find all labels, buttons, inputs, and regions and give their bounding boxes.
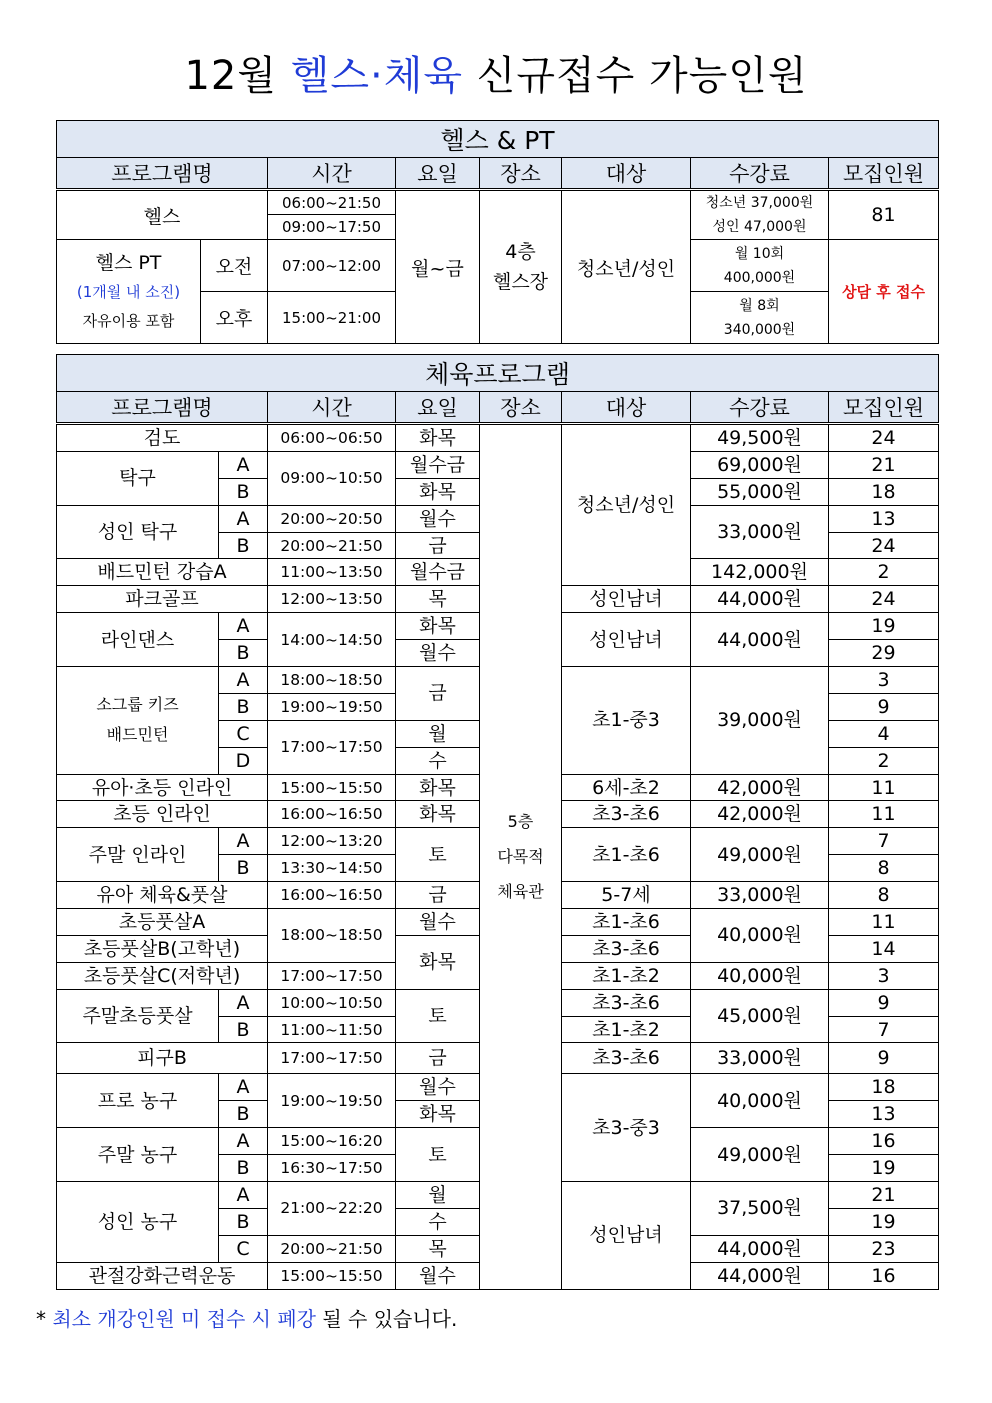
program-fee: 44,000원 xyxy=(691,1262,829,1289)
program-time: 10:00~10:50 xyxy=(268,989,396,1016)
col-header-count: 모집인원 xyxy=(829,392,939,424)
pt-am-time: 07:00~12:00 xyxy=(268,240,396,292)
program-class: C xyxy=(219,1235,268,1262)
program-target: 초1-초6 xyxy=(562,909,691,936)
page-title xyxy=(0,44,992,101)
program-class: A xyxy=(219,451,268,478)
program-day: 월수 xyxy=(396,505,480,532)
program-fee: 40,000원 xyxy=(691,962,829,989)
program-name: 주말 농구 xyxy=(57,1128,219,1182)
col-header-day: 요일 xyxy=(396,158,480,190)
program-target: 초3-중3 xyxy=(562,1074,691,1182)
program-day: 토 xyxy=(396,989,480,1043)
program-count: 11 xyxy=(829,774,939,801)
pt-fee-2-value: 340,000원 xyxy=(723,321,796,338)
program-time: 20:00~21:50 xyxy=(268,1235,396,1262)
program-fee: 49,000원 xyxy=(691,1128,829,1182)
program-count: 16 xyxy=(829,1262,939,1289)
program-count: 13 xyxy=(829,505,939,532)
program-count: 21 xyxy=(829,451,939,478)
gym-count: 81 xyxy=(829,190,939,240)
program-fee: 142,000원 xyxy=(691,559,829,586)
program-time: 11:00~13:50 xyxy=(268,559,396,586)
program-day: 토 xyxy=(396,1128,480,1182)
gym-time-2: 09:00~17:50 xyxy=(268,215,396,240)
pt-fee-2 xyxy=(691,292,829,344)
program-fee: 44,000원 xyxy=(691,1235,829,1262)
program-time: 17:00~17:50 xyxy=(268,720,396,774)
title-month: 12월 xyxy=(184,53,277,99)
sports-place-room-1: 다목적 xyxy=(497,847,544,867)
program-target: 5-7세 xyxy=(562,882,691,909)
pt-am: 오전 xyxy=(201,240,268,292)
program-day: 화목 xyxy=(396,774,480,801)
program-day: 화목 xyxy=(396,478,480,505)
program-count: 9 xyxy=(829,693,939,720)
program-name: 초등풋살A xyxy=(57,909,268,936)
sports-place-floor: 5층 xyxy=(507,812,534,832)
program-name: 배드민턴 강습A xyxy=(57,559,268,586)
program-count: 11 xyxy=(829,801,939,828)
program-time: 16:00~16:50 xyxy=(268,801,396,828)
pt-name: 헬스 PT xyxy=(95,251,162,274)
program-time: 15:00~16:20 xyxy=(268,1128,396,1155)
col-header-fee: 수강료 xyxy=(691,158,829,190)
program-day: 월수 xyxy=(396,909,480,936)
program-class: A xyxy=(219,505,268,532)
program-day: 월수 xyxy=(396,1262,480,1289)
program-time: 06:00~06:50 xyxy=(268,424,396,452)
program-count: 29 xyxy=(829,640,939,667)
program-name-line-2: 배드민턴 xyxy=(106,725,169,745)
program-time: 19:00~19:50 xyxy=(268,693,396,720)
program-name: 피구B xyxy=(57,1043,268,1074)
pt-note-2: 자유이용 포함 xyxy=(82,311,175,330)
program-class: B xyxy=(219,855,268,882)
program-target: 성인남녀 xyxy=(562,613,691,667)
program-day: 화목 xyxy=(396,935,480,989)
program-fee: 42,000원 xyxy=(691,774,829,801)
program-class: A xyxy=(219,1128,268,1155)
program-count: 18 xyxy=(829,478,939,505)
pt-pm: 오후 xyxy=(201,292,268,344)
program-count: 14 xyxy=(829,935,939,962)
program-class: A xyxy=(219,828,268,855)
program-name xyxy=(57,667,219,775)
program-class: B xyxy=(219,1101,268,1128)
title-highlight: 헬스·체육 xyxy=(290,53,463,99)
program-name: 프로 농구 xyxy=(57,1074,219,1128)
program-class: B xyxy=(219,1016,268,1043)
program-count: 19 xyxy=(829,613,939,640)
program-class: D xyxy=(219,747,268,774)
program-name: 라인댄스 xyxy=(57,613,219,667)
gym-fee xyxy=(691,190,829,240)
program-name: 성인 농구 xyxy=(57,1182,219,1263)
program-target: 초3-초6 xyxy=(562,935,691,962)
program-time: 15:00~15:50 xyxy=(268,1262,396,1289)
program-name: 관절강화근력운동 xyxy=(57,1262,268,1289)
program-day: 수 xyxy=(396,747,480,774)
program-count: 21 xyxy=(829,1182,939,1209)
program-name: 유아·초등 인라인 xyxy=(57,774,268,801)
col-header-target: 대상 xyxy=(562,392,691,424)
program-target: 초3-초6 xyxy=(562,801,691,828)
program-class: C xyxy=(219,720,268,747)
program-target: 청소년/성인 xyxy=(562,424,691,586)
program-fee: 55,000원 xyxy=(691,478,829,505)
program-count: 23 xyxy=(829,1235,939,1262)
program-day: 화목 xyxy=(396,424,480,452)
program-class: B xyxy=(219,532,268,559)
health-place xyxy=(480,190,562,344)
col-header-fee: 수강료 xyxy=(691,392,829,424)
pt-fee-1 xyxy=(691,240,829,292)
program-class: B xyxy=(219,693,268,720)
program-count: 11 xyxy=(829,909,939,936)
health-section-title: 헬스 & PT xyxy=(57,121,939,158)
program-time: 17:00~17:50 xyxy=(268,1043,396,1074)
program-class: B xyxy=(219,1155,268,1182)
program-time: 16:00~16:50 xyxy=(268,882,396,909)
program-target: 성인남녀 xyxy=(562,1182,691,1290)
program-target: 초1-중3 xyxy=(562,667,691,775)
program-time: 16:30~17:50 xyxy=(268,1155,396,1182)
program-count: 13 xyxy=(829,1101,939,1128)
program-class: B xyxy=(219,640,268,667)
program-time: 12:00~13:20 xyxy=(268,828,396,855)
program-count: 3 xyxy=(829,962,939,989)
program-name: 주말초등풋살 xyxy=(57,989,219,1043)
program-count: 8 xyxy=(829,882,939,909)
program-time: 11:00~11:50 xyxy=(268,1016,396,1043)
program-target: 6세-초2 xyxy=(562,774,691,801)
col-header-program: 프로그램명 xyxy=(57,158,268,190)
pt-note-1: (1개월 내 소진) xyxy=(76,282,181,301)
gym-fee-adult: 성인 47,000원 xyxy=(712,219,807,235)
program-fee: 33,000원 xyxy=(691,505,829,559)
col-header-time: 시간 xyxy=(268,392,396,424)
program-day: 금 xyxy=(396,667,480,721)
program-class: A xyxy=(219,1074,268,1101)
program-target: 초1-초6 xyxy=(562,828,691,882)
program-fee: 40,000원 xyxy=(691,1074,829,1128)
program-time: 13:30~14:50 xyxy=(268,855,396,882)
health-target: 청소년/성인 xyxy=(562,190,691,344)
col-header-target: 대상 xyxy=(562,158,691,190)
program-class: A xyxy=(219,1182,268,1209)
program-name: 초등 인라인 xyxy=(57,801,268,828)
program-count: 7 xyxy=(829,828,939,855)
program-count: 9 xyxy=(829,1043,939,1074)
program-count: 24 xyxy=(829,424,939,452)
program-time: 21:00~22:20 xyxy=(268,1182,396,1236)
program-fee: 69,000원 xyxy=(691,451,829,478)
program-fee: 44,000원 xyxy=(691,613,829,667)
program-count: 8 xyxy=(829,855,939,882)
health-place-floor: 4층 xyxy=(505,241,536,263)
gym-time-1: 06:00~21:50 xyxy=(268,190,396,215)
col-header-day: 요일 xyxy=(396,392,480,424)
sports-section-title: 체육프로그램 xyxy=(57,355,939,392)
pt-fee-2-label: 월 8회 xyxy=(739,297,780,314)
program-time: 12:00~13:50 xyxy=(268,586,396,613)
program-class: A xyxy=(219,667,268,694)
program-count: 24 xyxy=(829,532,939,559)
program-name: 성인 탁구 xyxy=(57,505,219,559)
footer-asterisk: * xyxy=(36,1307,46,1331)
col-header-time: 시간 xyxy=(268,158,396,190)
program-name: 탁구 xyxy=(57,451,219,505)
program-time: 20:00~21:50 xyxy=(268,532,396,559)
program-count: 19 xyxy=(829,1155,939,1182)
program-fee: 40,000원 xyxy=(691,909,829,963)
program-name: 유아 체육&풋살 xyxy=(57,882,268,909)
program-name: 초등풋살C(저학년) xyxy=(57,962,268,989)
program-count: 2 xyxy=(829,559,939,586)
footer-suffix: 될 수 있습니다. xyxy=(322,1307,458,1331)
sports-table xyxy=(56,354,939,1290)
pt-pm-time: 15:00~21:00 xyxy=(268,292,396,344)
program-time: 09:00~10:50 xyxy=(268,451,396,505)
program-day: 목 xyxy=(396,1235,480,1262)
program-fee: 49,500원 xyxy=(691,424,829,452)
health-place-room: 헬스장 xyxy=(492,271,549,293)
program-day: 화목 xyxy=(396,801,480,828)
program-time: 18:00~18:50 xyxy=(268,667,396,694)
col-header-place: 장소 xyxy=(480,158,562,190)
program-time: 20:00~20:50 xyxy=(268,505,396,532)
program-day: 수 xyxy=(396,1208,480,1235)
program-count: 18 xyxy=(829,1074,939,1101)
program-day: 금 xyxy=(396,1043,480,1074)
col-header-count: 모집인원 xyxy=(829,158,939,190)
program-target: 초1-초2 xyxy=(562,1016,691,1043)
title-suffix: 신규접수 가능인원 xyxy=(476,53,808,99)
program-day: 월 xyxy=(396,720,480,747)
program-target: 초1-초2 xyxy=(562,962,691,989)
program-fee: 44,000원 xyxy=(691,586,829,613)
footer-highlight: 최소 개강인원 미 접수 시 폐강 xyxy=(52,1307,316,1331)
program-day: 월수금 xyxy=(396,451,480,478)
program-fee: 45,000원 xyxy=(691,989,829,1043)
program-day: 금 xyxy=(396,882,480,909)
program-class: A xyxy=(219,613,268,640)
col-header-place: 장소 xyxy=(480,392,562,424)
program-count: 9 xyxy=(829,989,939,1016)
program-name: 초등풋살B(고학년) xyxy=(57,935,268,962)
program-count: 3 xyxy=(829,667,939,694)
gym-fee-youth: 청소년 37,000원 xyxy=(705,195,814,211)
program-day: 금 xyxy=(396,532,480,559)
health-days: 월~금 xyxy=(396,190,480,344)
program-day: 월수 xyxy=(396,640,480,667)
program-count: 2 xyxy=(829,747,939,774)
program-target: 초3-초6 xyxy=(562,1043,691,1074)
program-day: 월수 xyxy=(396,1074,480,1101)
program-time: 18:00~18:50 xyxy=(268,909,396,963)
table-row xyxy=(57,424,939,452)
pt-fee-1-value: 400,000원 xyxy=(723,269,796,286)
program-name: 주말 인라인 xyxy=(57,828,219,882)
program-time: 19:00~19:50 xyxy=(268,1074,396,1128)
sports-place xyxy=(480,424,562,1290)
program-name-line-1: 소그룹 키즈 xyxy=(96,695,179,715)
program-fee: 33,000원 xyxy=(691,1043,829,1074)
program-name: 검도 xyxy=(57,424,268,452)
pt-count: 상담 후 접수 xyxy=(829,240,939,344)
program-fee: 39,000원 xyxy=(691,667,829,775)
program-count: 4 xyxy=(829,720,939,747)
program-count: 24 xyxy=(829,586,939,613)
program-time: 15:00~15:50 xyxy=(268,774,396,801)
program-day: 목 xyxy=(396,586,480,613)
program-day: 토 xyxy=(396,828,480,882)
col-header-program: 프로그램명 xyxy=(57,392,268,424)
program-class: A xyxy=(219,989,268,1016)
program-fee: 37,500원 xyxy=(691,1182,829,1236)
program-fee: 33,000원 xyxy=(691,882,829,909)
program-class: B xyxy=(219,478,268,505)
program-fee: 42,000원 xyxy=(691,801,829,828)
program-count: 16 xyxy=(829,1128,939,1155)
program-time: 17:00~17:50 xyxy=(268,962,396,989)
pt-fee-1-label: 월 10회 xyxy=(734,245,785,262)
pt-name-cell xyxy=(57,240,201,344)
program-day: 월 xyxy=(396,1182,480,1209)
program-day: 화목 xyxy=(396,1101,480,1128)
program-class: B xyxy=(219,1208,268,1235)
sports-place-room-2: 체육관 xyxy=(497,882,544,902)
program-count: 7 xyxy=(829,1016,939,1043)
health-pt-table xyxy=(56,120,939,344)
footer-note xyxy=(36,1303,457,1332)
program-day: 화목 xyxy=(396,613,480,640)
program-day: 월수금 xyxy=(396,559,480,586)
program-target: 초3-초6 xyxy=(562,989,691,1016)
gym-name: 헬스 xyxy=(57,190,268,240)
program-time: 14:00~14:50 xyxy=(268,613,396,667)
program-count: 19 xyxy=(829,1208,939,1235)
program-target: 성인남녀 xyxy=(562,586,691,613)
program-fee: 49,000원 xyxy=(691,828,829,882)
program-name: 파크골프 xyxy=(57,586,268,613)
